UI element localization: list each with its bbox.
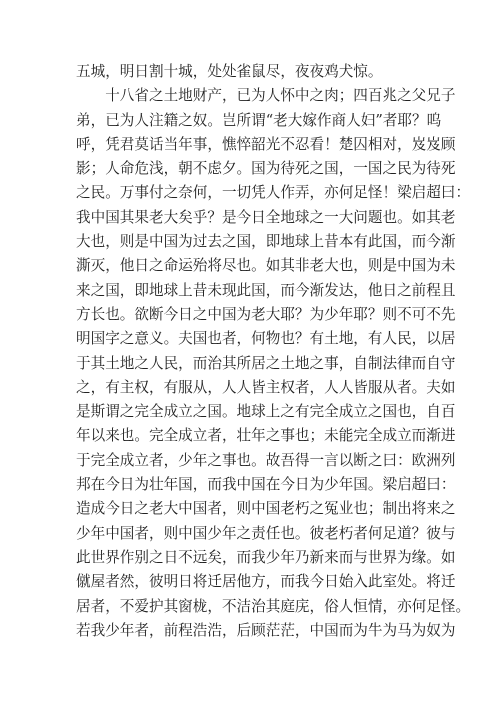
text-line: 影；人命危浅，朝不虑夕。国为待死之国，一国之民为待死 xyxy=(76,160,456,178)
text-line: 呼，凭君莫话当年事，憔悴韶光不忍看！楚囚相对，岌岌顾 xyxy=(76,135,456,153)
text-line: 是斯谓之完全成立之国。地球上之有完全成立之国也，自百 xyxy=(76,403,456,421)
text-line: 澌灭，他日之命运殆将尽也。如其非老大也，则是中国为未 xyxy=(76,257,456,275)
text-line: 我中国其果老大矣乎？是今日全地球之一大问题也。如其老 xyxy=(76,208,456,226)
text-line: 僦屋者然，彼明日将迁居他方，而我今日始入此室处。将迁 xyxy=(76,573,456,591)
text-line: 之，有主权，有服从，人人皆主权者，人人皆服从者。夫如 xyxy=(76,378,456,396)
text-line: 于完全成立者，少年之事也。故吾得一言以断之曰：欧洲列 xyxy=(76,451,456,469)
text-line: 弟，已为人注籍之奴。岂所谓“老大嫁作商人妇”者耶？呜 xyxy=(76,111,442,129)
text-line: 邦在今日为壮年国，而我中国在今日为少年国。梁启超曰： xyxy=(76,476,456,494)
text-line: 十八省之土地财产，已为人怀中之肉；四百兆之父兄子 xyxy=(76,87,456,105)
text-line: 造成今日之老大中国者，则中国老朽之冤业也；制出将来之 xyxy=(76,500,456,518)
text-line: 年以来也。完全成立者，壮年之事也；未能完全成立而渐进 xyxy=(76,427,456,445)
text-line: 大也，则是中国为过去之国，即地球上昔本有此国，而今渐 xyxy=(76,233,456,251)
text-line: 若我少年者，前程浩浩，后顾茫茫，中国而为牛为马为奴为 xyxy=(76,621,456,639)
text-line: 之民。万事付之奈何，一切凭人作弄，亦何足怪！梁启超曰： xyxy=(76,184,471,202)
text-line: 五城，明日割十城，处处雀鼠尽，夜夜鸡犬惊。 xyxy=(76,63,383,80)
text-line: 少年中国者，则中国少年之责任也。彼老朽者何足道？彼与 xyxy=(76,524,456,542)
body-text xyxy=(76,60,471,643)
text-line: 方长也。欲断今日之中国为老大耶？为少年耶？则不可不先 xyxy=(76,305,456,323)
text-line: 明国字之意义。夫国也者，何物也？有土地，有人民，以居 xyxy=(76,330,456,348)
text-line: 居者，不爱护其窗栊，不洁治其庭庑，俗人恒情，亦何足怪。 xyxy=(76,597,471,615)
text-line: 来之国，即地球上昔未现此国，而今渐发达，他日之前程且 xyxy=(76,281,456,299)
text-line: 此世界作别之日不远矣，而我少年乃新来而与世界为缘。如 xyxy=(76,548,456,566)
text-line: 于其土地之人民，而治其所居之土地之事，自制法律而自守 xyxy=(76,354,456,372)
